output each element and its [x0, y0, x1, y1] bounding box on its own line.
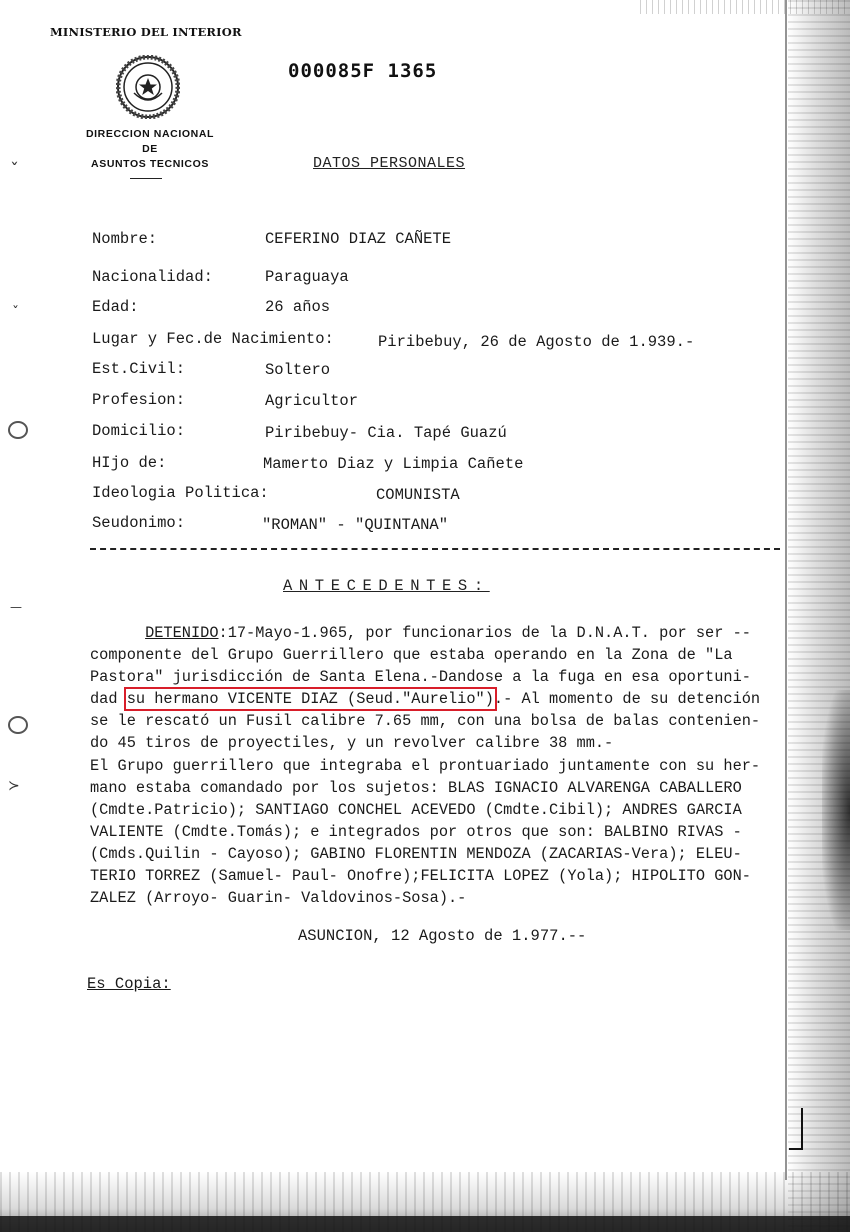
body-line: componente del Grupo Guerrillero que estaba operando en la Zona de "La [90, 646, 733, 665]
es-copia-label: Es Copia: [87, 975, 171, 993]
punch-hole [8, 421, 28, 439]
ministry-name: MINISTERIO DEL INTERIOR [50, 25, 242, 39]
field-value-ideologia: COMUNISTA [376, 486, 460, 504]
margin-mark: ˇ [12, 305, 19, 321]
department-block [80, 127, 220, 172]
field-label-seudonimo: Seudonimo: [92, 514, 186, 532]
body-line: do 45 tiros de proyectiles, y un revolver calibre 38 mm.- [90, 734, 614, 753]
field-label-hijo-de: HIjo de: [92, 454, 167, 472]
body-line: VALIENTE (Cmdte.Tomás); e integrados por otros que son: BALBINO RIVAS - [90, 822, 742, 841]
field-value-hijo-de: Mamerto Diaz y Limpia Cañete [263, 455, 524, 473]
body-line: mano estaba comandado por los sujetos: BLAS IGNACIO ALVARENGA CABALLERO [90, 778, 742, 797]
field-label-profesion: Profesion: [92, 391, 186, 409]
department-line: DE [142, 143, 158, 155]
field-label-ideologia: Ideologia Politica: [92, 484, 269, 502]
body-line: ZALEZ (Arroyo- Guarin- Valdovinos-Sosa).- [90, 889, 467, 908]
department-line: ASUNTOS TECNICOS [91, 158, 209, 170]
body-line: DETENIDO:17-Mayo-1.965, por funcionarios de la D.N.A.T. por ser -- [145, 624, 751, 642]
margin-mark: ≻ [8, 778, 20, 794]
field-value-domicilio: Piribebuy- Cia. Tapé Guazú [265, 424, 507, 442]
body-line: Pastora" jurisdicción de Santa Elena.-Dandose a la fuga en esa oportuni- [90, 668, 751, 687]
field-value-nacionalidad: Paraguaya [265, 268, 349, 286]
antecedentes-body [90, 622, 790, 909]
document-date: ASUNCION, 12 Agosto de 1.977.-- [298, 927, 587, 945]
field-label-nombre: Nombre: [92, 230, 158, 248]
field-label-domicilio: Domicilio: [92, 422, 186, 440]
file-number: 000085F 1365 [288, 60, 438, 82]
body-line: (Cmds.Quilin - Cayoso); GABINO FLORENTIN MENDOZA (ZACARIAS-Vera); ELEU- [90, 844, 742, 863]
field-label-lugar-fecha: Lugar y Fec.de Nacimiento: [92, 330, 334, 348]
national-seal-icon [116, 55, 180, 119]
body-line: dad su hermano VICENTE DIAZ (Seud."Aurelio").- Al momento de su detención [90, 690, 761, 709]
margin-mark: ˇ [10, 160, 19, 181]
field-value-lugar-fecha: Piribebuy, 26 de Agosto de 1.939.- [378, 333, 695, 351]
scan-shadow-right [822, 690, 850, 930]
field-label-estado-civil: Est.Civil: [92, 360, 186, 378]
scan-noise-right [788, 0, 850, 1232]
department-line: DIRECCION NACIONAL [85, 128, 215, 140]
field-label-nacionalidad: Nacionalidad: [92, 268, 213, 286]
field-value-nombre: CEFERINO DIAZ CAÑETE [265, 230, 452, 248]
field-value-edad: 26 años [265, 298, 331, 316]
scan-band-bottom [0, 1216, 850, 1232]
body-line: TERIO TORREZ (Samuel- Paul- Onofre);FELICITA LOPEZ (Yola); HIPOLITO GON- [90, 867, 751, 886]
section-divider [90, 548, 780, 550]
department-rule [130, 178, 162, 179]
page-edge-line [785, 0, 787, 1180]
body-line: (Cmdte.Patricio); SANTIAGO CONCHEL ACEVEDO (Cmdte.Cibil); ANDRES GARCIA [90, 800, 742, 819]
field-value-profesion: Agricultor [265, 392, 359, 410]
field-label-edad: Edad: [92, 298, 139, 316]
section-heading-antecedentes: ANTECEDENTES: [283, 577, 490, 595]
body-line: se le rescató un Fusil calibre 7.65 mm, con una bolsa de balas contenien- [90, 712, 761, 731]
body-line: El Grupo guerrillero que integraba el prontuariado juntamente con su her- [90, 756, 761, 775]
detenido-label: DETENIDO [145, 624, 219, 642]
document-title: DATOS PERSONALES [313, 155, 466, 172]
punch-hole [8, 716, 28, 734]
margin-mark: — [10, 600, 22, 614]
field-value-seudonimo: "ROMAN" - "QUINTANA" [262, 516, 449, 534]
page-corner-bracket [789, 1108, 803, 1150]
highlighted-phrase: su hermano VICENTE DIAZ (Seud."Aurelio") [126, 690, 494, 709]
field-value-estado-civil: Soltero [265, 361, 331, 379]
